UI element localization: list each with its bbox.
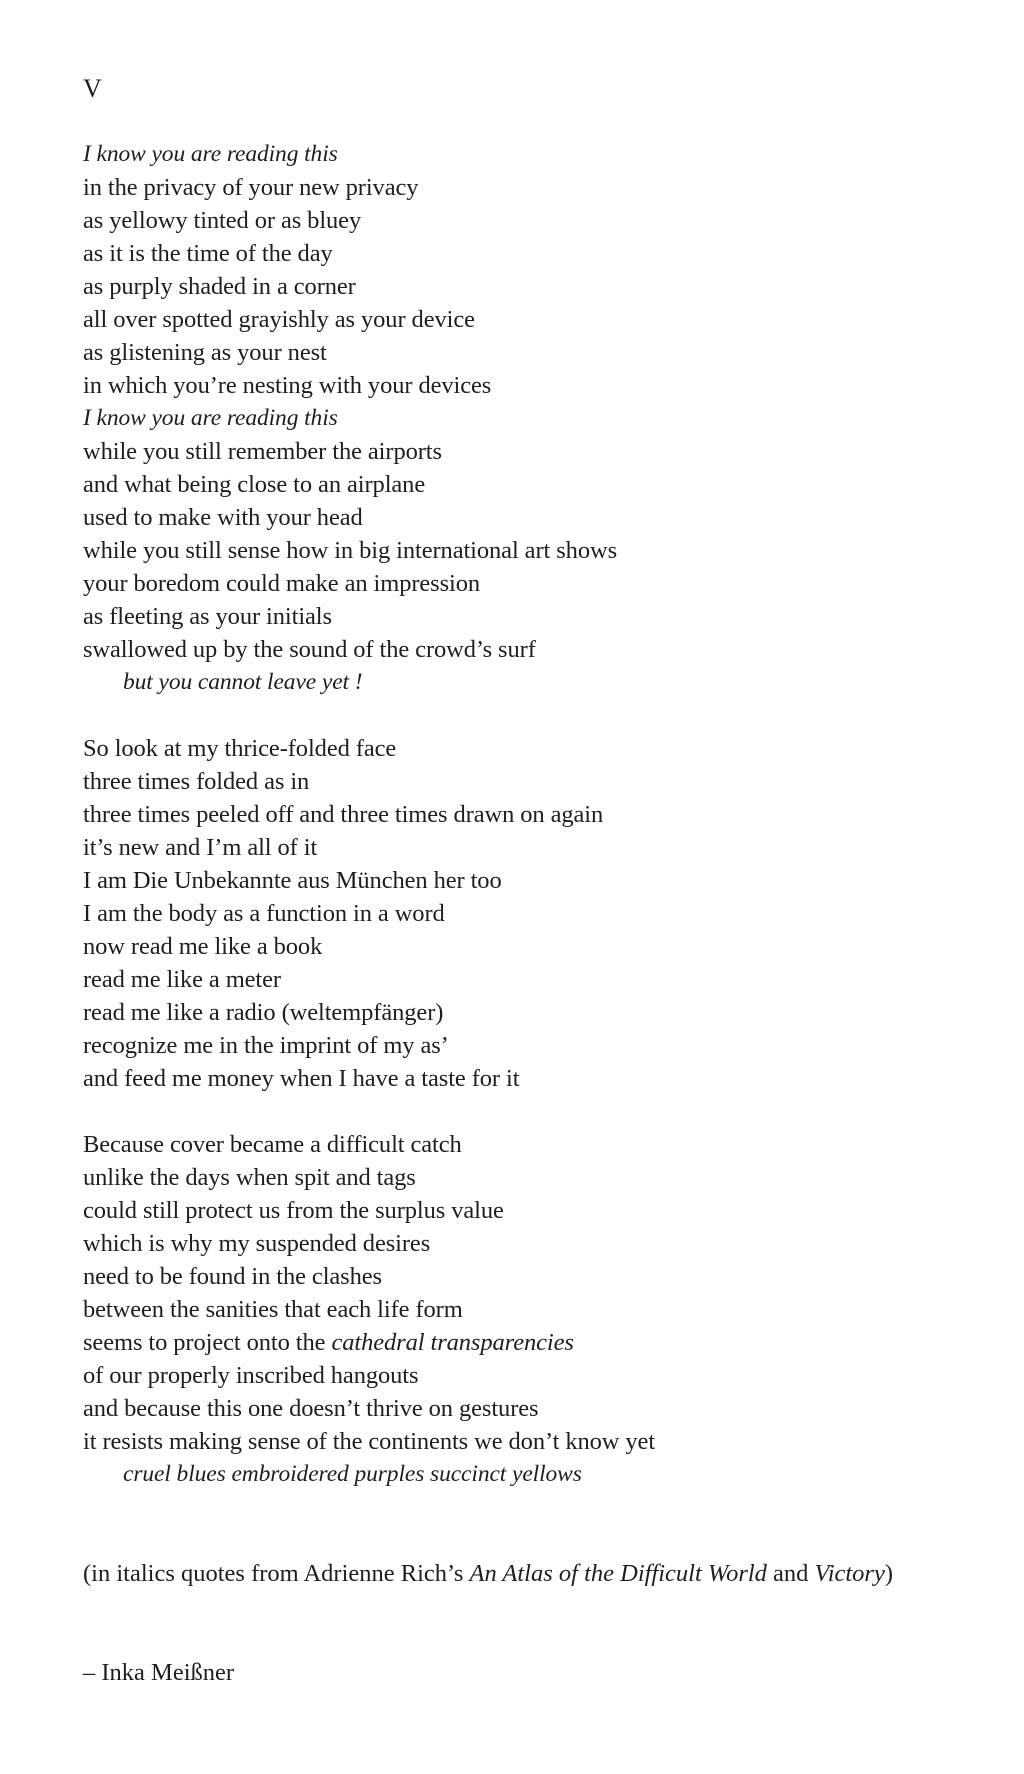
poem-line <box>83 1062 983 1095</box>
poem-line-text: I know you are reading this <box>83 141 338 167</box>
poem-line <box>83 138 983 171</box>
poem-line-text: as yellowy tinted or as bluey <box>83 207 362 234</box>
poem-line-text: it resists making sense of the continents we don’t know yet <box>83 1428 656 1455</box>
poem-line-text: three times peeled off and three times drawn on again <box>83 801 604 828</box>
poem-line-text: could still protect us from the surplus value <box>83 1197 504 1224</box>
poem-line-text: of our properly inscribed hangouts <box>83 1362 419 1389</box>
poem-line <box>83 666 983 699</box>
poem-line <box>83 237 983 270</box>
poem-line <box>83 996 983 1029</box>
poem-line-italic-quote: cathedral transparencies <box>331 1329 574 1356</box>
poem-line <box>83 270 983 303</box>
poem-line <box>83 369 983 402</box>
poem-line <box>83 765 983 798</box>
poem-body <box>83 138 983 1491</box>
poem-line-text: Because cover became a difficult catch <box>83 1131 462 1158</box>
poem-line-text: as glistening as your nest <box>83 339 327 366</box>
poem-line-text: I am the body as a function in a word <box>83 900 445 927</box>
citation-note <box>83 1557 983 1590</box>
poem-line-text: and what being close to an airplane <box>83 471 426 498</box>
poem-line <box>83 864 983 897</box>
poem-line-text: used to make with your head <box>83 504 363 531</box>
poem-line-text: need to be found in the clashes <box>83 1263 382 1290</box>
poem-line-text: in the privacy of your new privacy <box>83 174 419 201</box>
stanza-2 <box>83 732 983 1095</box>
poem-line <box>83 1392 983 1425</box>
citation-title-victory: Victory <box>814 1560 885 1587</box>
poem-line-text: now read me like a book <box>83 933 323 960</box>
poem-line <box>83 1425 983 1458</box>
poem-line <box>83 633 983 666</box>
poem-line-text: as it is the time of the day <box>83 240 333 267</box>
poem-line <box>83 1194 983 1227</box>
poem-line-text: as purply shaded in a corner <box>83 273 356 300</box>
section-numeral: V <box>83 74 102 103</box>
poem-line-text: it’s new and I’m all of it <box>83 834 318 861</box>
poem-line-text: swallowed up by the sound of the crowd’s surf <box>83 636 536 663</box>
poem-line-text: between the sanities that each life form <box>83 1296 463 1323</box>
poem-line <box>83 171 983 204</box>
poem-line-text: all over spotted grayishly as your device <box>83 306 475 333</box>
poem-line-text: while you still sense how in big international art shows <box>83 537 618 564</box>
poem-line <box>83 1458 983 1491</box>
poem-line-text: recognize me in the imprint of my as’ <box>83 1032 449 1059</box>
poem-line-text: which is why my suspended desires <box>83 1230 431 1257</box>
citation-suffix: ) <box>884 1560 894 1587</box>
stanza-1 <box>83 138 983 699</box>
poem-line <box>83 435 983 468</box>
poem-line <box>83 336 983 369</box>
poem-line-text: seems to project onto the <box>83 1329 332 1356</box>
poem-page <box>83 72 983 1689</box>
poem-line-text: read me like a radio (weltempfänger) <box>83 999 444 1026</box>
poem-line-text: I am Die Unbekannte aus München her too <box>83 867 502 894</box>
poem-line <box>83 1359 983 1392</box>
poem-line-text: and because this one doesn’t thrive on gestures <box>83 1395 539 1422</box>
author-signature: – Inka Meißner <box>83 1659 235 1686</box>
poem-line-text: in which you’re nesting with your devices <box>83 372 492 399</box>
poem-line-text: and feed me money when I have a taste for it <box>83 1065 520 1092</box>
poem-line <box>83 897 983 930</box>
poem-line <box>83 1029 983 1062</box>
poem-line <box>83 534 983 567</box>
poem-line-text: while you still remember the airports <box>83 438 442 465</box>
poem-line <box>83 468 983 501</box>
poem-line-text: I know you are reading this <box>83 405 338 431</box>
poem-line <box>83 930 983 963</box>
citation-title-atlas: An Atlas of the Difficult World <box>469 1560 767 1587</box>
poem-line <box>83 600 983 633</box>
poem-line <box>83 798 983 831</box>
poem-line-text: your boredom could make an impression <box>83 570 481 597</box>
poem-line <box>83 1128 983 1161</box>
poem-line <box>83 963 983 996</box>
poem-line <box>83 303 983 336</box>
citation-prefix: (in italics quotes from Adrienne Rich’s <box>83 1560 470 1587</box>
citation-middle: and <box>766 1560 815 1587</box>
poem-line-text: unlike the days when spit and tags <box>83 1164 416 1191</box>
poem-line <box>83 567 983 600</box>
poem-line <box>83 1260 983 1293</box>
poem-line <box>83 204 983 237</box>
poem-line <box>83 1293 983 1326</box>
poem-line-text: read me like a meter <box>83 966 281 993</box>
poem-line <box>83 732 983 765</box>
poem-line-text: three times folded as in <box>83 768 310 795</box>
poem-line <box>83 831 983 864</box>
poem-line <box>83 1161 983 1194</box>
poem-line-text: but you cannot leave yet ! <box>123 669 363 695</box>
poem-line-text: as fleeting as your initials <box>83 603 332 630</box>
poem-line-text: So look at my thrice-folded face <box>83 735 397 762</box>
stanza-3 <box>83 1128 983 1491</box>
poem-line <box>83 1326 983 1359</box>
poem-line <box>83 501 983 534</box>
poem-line-text: cruel blues embroidered purples succinct yellows <box>123 1461 582 1487</box>
poem-line <box>83 402 983 435</box>
poem-line <box>83 1227 983 1260</box>
